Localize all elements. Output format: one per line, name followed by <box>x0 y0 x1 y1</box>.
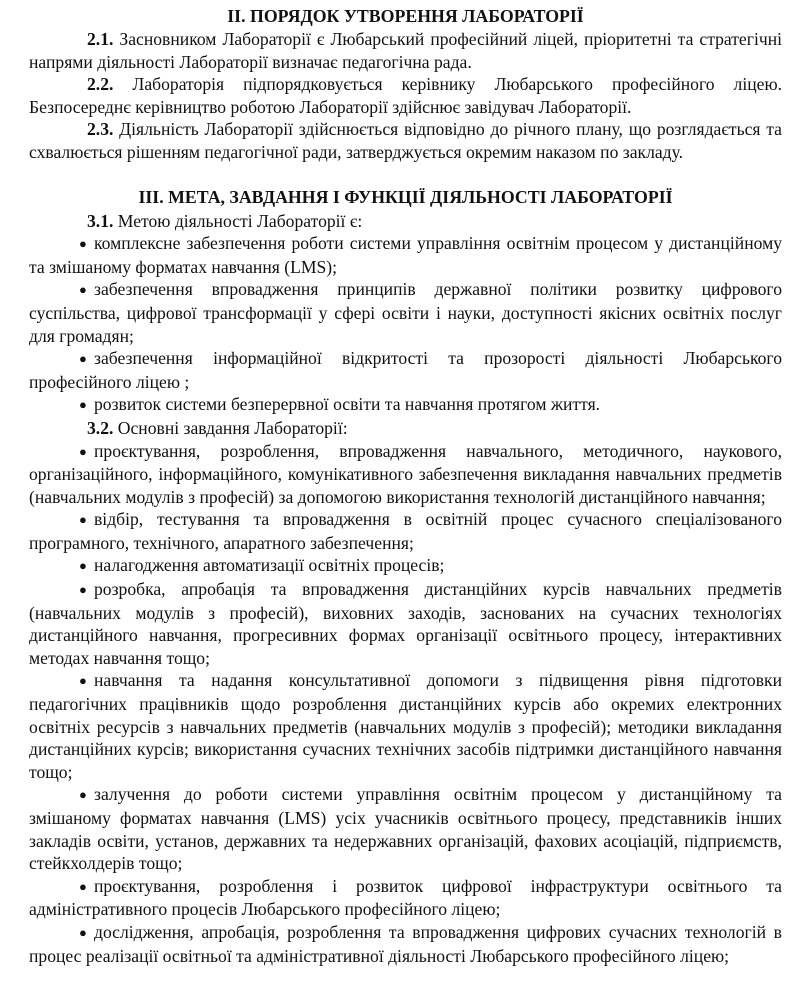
bullet-icon: ● <box>79 236 87 252</box>
section-2-title: II. ПОРЯДОК УТВОРЕННЯ ЛАБОРАТОРІЇ <box>227 6 584 26</box>
clause-text: Лабораторія підпорядковується керівнику Любарського професійного ліцею. Безпосереднє керівництво роботою Лабораторії здійснює завідувач Лабораторії. <box>29 74 782 117</box>
bullet-icon: ● <box>79 512 87 528</box>
clause-3-1 <box>29 210 782 233</box>
bullet-icon: ● <box>79 878 87 894</box>
task-item <box>29 440 782 509</box>
task-item <box>29 875 782 921</box>
task-text: відбір, тестування та впровадження в освітній процес сучасного спеціалізованого програмного, технічного, апаратного забезпечення; <box>29 509 782 553</box>
goal-text: розвиток системи безперервної освіти та навчання протягом життя. <box>94 394 601 415</box>
task-text: проєктування, розроблення, впровадження навчального, методичного, наукового, організаційного, інформаційного, комунікативного забезпечення викладання навчальних предметів (навчальних модулів з професій) за допомогою використання технологій дистанційного навчання; <box>29 440 782 507</box>
task-text: дослідження, апробація, розроблення та впровадження цифрових сучасних технологій в процес реалізації освітньої та адміністративної діяльності Любарського професійного ліцею; <box>29 921 782 966</box>
clause-number: 3.2. <box>87 417 114 438</box>
clause-text: Засновником Лабораторії є Любарський професійний ліцей, пріоритетні та стратегічні напрями діяльності Лабораторії визначає педагогічна рада. <box>29 29 782 72</box>
clause-number: 2.2. <box>87 74 114 95</box>
goal-item <box>29 393 782 417</box>
task-text: навчання та надання консультативної допомоги з підвищення рівня підготовки педагогічних працівників щодо розроблення дистанційних курсів або окремих електронних освітніх ресурсів з навчальних предметів (навчальних модулів з професій); методики викладання дистанційних курсів; використання сучасних технічних засобів підтримки дистанційного навчання тощо; <box>29 670 782 782</box>
clause-text: Метою діяльності Лабораторії є: <box>117 210 363 231</box>
bullet-icon: ● <box>79 282 87 298</box>
bullet-icon: ● <box>79 397 87 413</box>
section-3-title: III. МЕТА, ЗАВДАННЯ І ФУНКЦІЇ ДІЯЛЬНОСТІ ЛАБОРАТОРІЇ <box>138 186 673 207</box>
goal-text: забезпечення інформаційної відкритості та прозорості діяльності Любарського професійного ліцею ; <box>29 348 782 392</box>
goal-text: забезпечення впровадження принципів державної політики розвитку цифрового суспільства, цифрової трансформації у сфері освіти і науки, доступності якісних освітніх послуг для громадян; <box>29 279 782 346</box>
goal-item <box>29 278 782 347</box>
clause-3-2 <box>29 417 782 440</box>
bullet-icon: ● <box>79 673 87 689</box>
task-text: налагодження автоматизації освітніх процесів; <box>94 555 445 576</box>
clause-number: 2.1. <box>87 29 114 49</box>
task-item <box>29 554 782 578</box>
bullet-icon: ● <box>79 787 87 803</box>
bullet-icon: ● <box>79 582 87 598</box>
clause-2-3 <box>29 118 782 163</box>
clause-number: 3.1. <box>87 210 114 231</box>
clause-2-1 <box>29 28 782 73</box>
task-item <box>29 508 782 554</box>
goal-item <box>29 347 782 393</box>
task-text: проєктування, розроблення і розвиток цифрової інфраструктури освітнього та адміністративного процесів Любарського професійного ліцею; <box>29 875 782 920</box>
clause-text: Основні завдання Лабораторії: <box>117 417 348 438</box>
task-item <box>29 578 782 669</box>
clause-text: Діяльність Лабораторії здійснюється відповідно до річного плану, що розглядається та схвалюється рішенням педагогічної ради, затверджується окремим наказом по закладу. <box>29 119 782 162</box>
goal-text: комплексне забезпечення роботи системи управління освітнім процесом у дистанційному та змішаному форматах навчання (LMS); <box>29 233 782 277</box>
clause-number: 2.3. <box>87 119 114 140</box>
bullet-icon: ● <box>79 924 87 940</box>
goal-item <box>29 232 782 278</box>
task-text: залучення до роботи системи управління освітнім процесом у дистанційному та змішаному форматах навчання (LMS) усіх учасників освітнього процесу, представників інших закладів освіти, установ, державних та недержавних організацій, фахових асоціацій, підприємств, стейкхолдерів тощо; <box>29 784 782 874</box>
bullet-icon: ● <box>79 351 87 367</box>
bullet-icon: ● <box>79 443 87 459</box>
task-text: розробка, апробація та впровадження дистанційних курсів навчальних предметів (навчальних модулів з професій), виховних заходів, заснованих на сучасних технологіях дистанційного навчання, прогресивних формах організації освітнього процесу, інтерактивних методах навчання тощо; <box>29 579 782 668</box>
clause-2-2 <box>29 73 782 118</box>
task-item <box>29 669 782 783</box>
task-item <box>29 783 782 874</box>
bullet-icon: ● <box>79 558 87 574</box>
task-item <box>29 921 782 967</box>
